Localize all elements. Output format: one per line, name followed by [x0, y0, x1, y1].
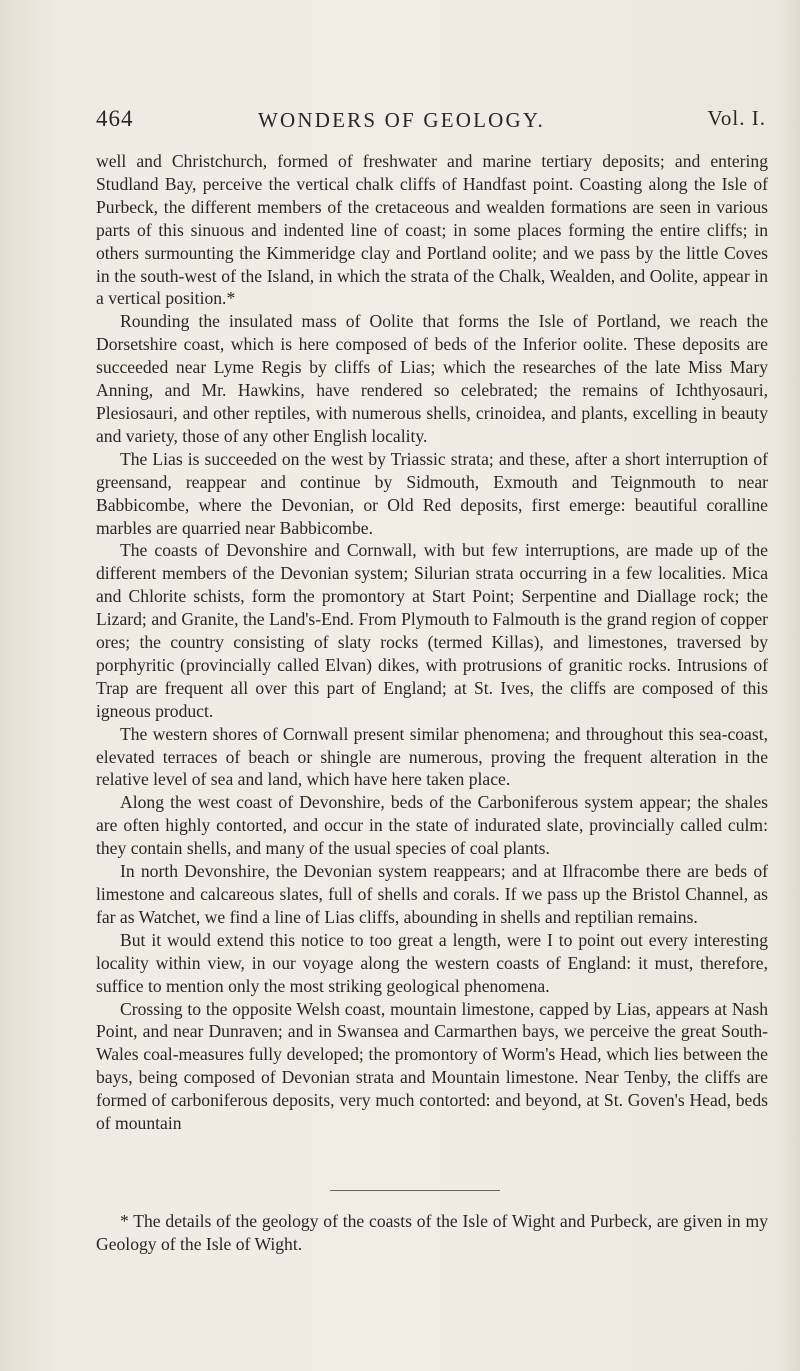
paragraph: well and Christchurch, formed of freshwater and marine tertiary deposits; and entering Studland Bay, perceive the vertical chalk cliffs of Handfast point. Coasting along the Isle of Purbeck, the different members of the cretaceous and wealden formations are seen in various parts of this sinuous and indented line of coast; in some places forming the entire cliffs; in others surmounting the Kimmeridge clay and Portland oolite; and we pass by the little Coves in the south-west of the Island, in which the strata of the Chalk, Wealden, and Oolite, appear in a vertical position.* — [96, 151, 768, 309]
paragraph: But it would extend this notice to too great a length, were I to point out every interesting locality within view, in our voyage along the western coasts of England: it must, therefore, suffice to mention only the most striking geological phenomena. — [96, 929, 768, 996]
volume-label: Vol. I. — [707, 106, 766, 130]
paragraph: Crossing to the opposite Welsh coast, mountain limestone, capped by Lias, appears at Nash Point, and near Dunraven; and in Swansea and Carmarthen bays, we perceive the great South-Wales coal-measures fully developed; the promontory of Worm's Head, which lies between the bays, being composed of Devonian strata and Mountain limestone. Near Tenby, the cliffs are formed of carboniferous deposits, very much contorted: and beyond, at St. Goven's Head, beds of mountain — [96, 998, 768, 1134]
footnote: * The details of the geology of the coasts of the Isle of Wight and Purbeck, are given in my Geology of the Isle of Wight. — [96, 1211, 768, 1254]
paragraph: Rounding the insulated mass of Oolite that forms the Isle of Portland, we reach the Dorsetshire coast, which is here composed of beds of the Inferior oolite. These deposits are succeeded near Lyme Regis by cliffs of Lias; which the researches of the late Miss Mary Anning, and Mr. Hawkins, have rendered so celebrated; the remains of Ichthyosauri, Plesiosauri, and other reptiles, with numerous shells, crinoidea, and plants, excelling in beauty and variety, those of any other English locality. — [96, 311, 768, 446]
paragraph: Along the west coast of Devonshire, beds of the Carboniferous system appear; the shales are often highly contorted, and occur in the state of indurated slate, provincially called culm: they contain shells, and many of the usual species of coal plants. — [96, 792, 768, 859]
paragraph: The western shores of Cornwall present similar phenomena; and throughout this sea-coast, elevated terraces of beach or shingle are numerous, proving the frequent alteration in the relative level of sea and land, which have here taken place. — [96, 723, 768, 790]
running-title: WONDERS OF GEOLOGY. — [258, 108, 546, 132]
footnote-divider — [330, 1190, 500, 1191]
paragraph: In north Devonshire, the Devonian system reappears; and at Ilfracombe there are beds of limestone and calcareous slates, full of shells and corals. If we pass up the Bristol Channel, as far as Watchet, we find a line of Lias cliffs, abounding in shells and reptilian remains. — [96, 861, 768, 927]
paragraph: The Lias is succeeded on the west by Triassic strata; and these, after a short interruption of greensand, reappear and continue by Sidmouth, Exmouth and Teignmouth to near Babbicombe, where the Devonian, or Old Red deposits, first emerge: beautiful coralline marbles are quarried near Babbicombe. — [96, 448, 768, 538]
body-text — [96, 150, 768, 1135]
paragraph: The coasts of Devonshire and Cornwall, with but few interruptions, are made up of the different members of the Devonian system; Silurian strata occurring in a few localities. Mica and Chlorite schists, form the promontory at Start Point; Serpentine and Diallage rock; the Lizard; and Granite, the Land's-End. From Plymouth to Falmouth is the grand region of copper ores; the country consisting of slaty rocks (termed Killas), and limestones, traversed by porphyritic (provincially called Elvan) dikes, with protrusions of granitic rocks. Intrusions of Trap are frequent all over this part of England; at St. Ives, the cliffs are composed of this igneous product. — [96, 540, 768, 721]
page-number: 464 — [96, 106, 134, 131]
page-header — [96, 106, 766, 136]
